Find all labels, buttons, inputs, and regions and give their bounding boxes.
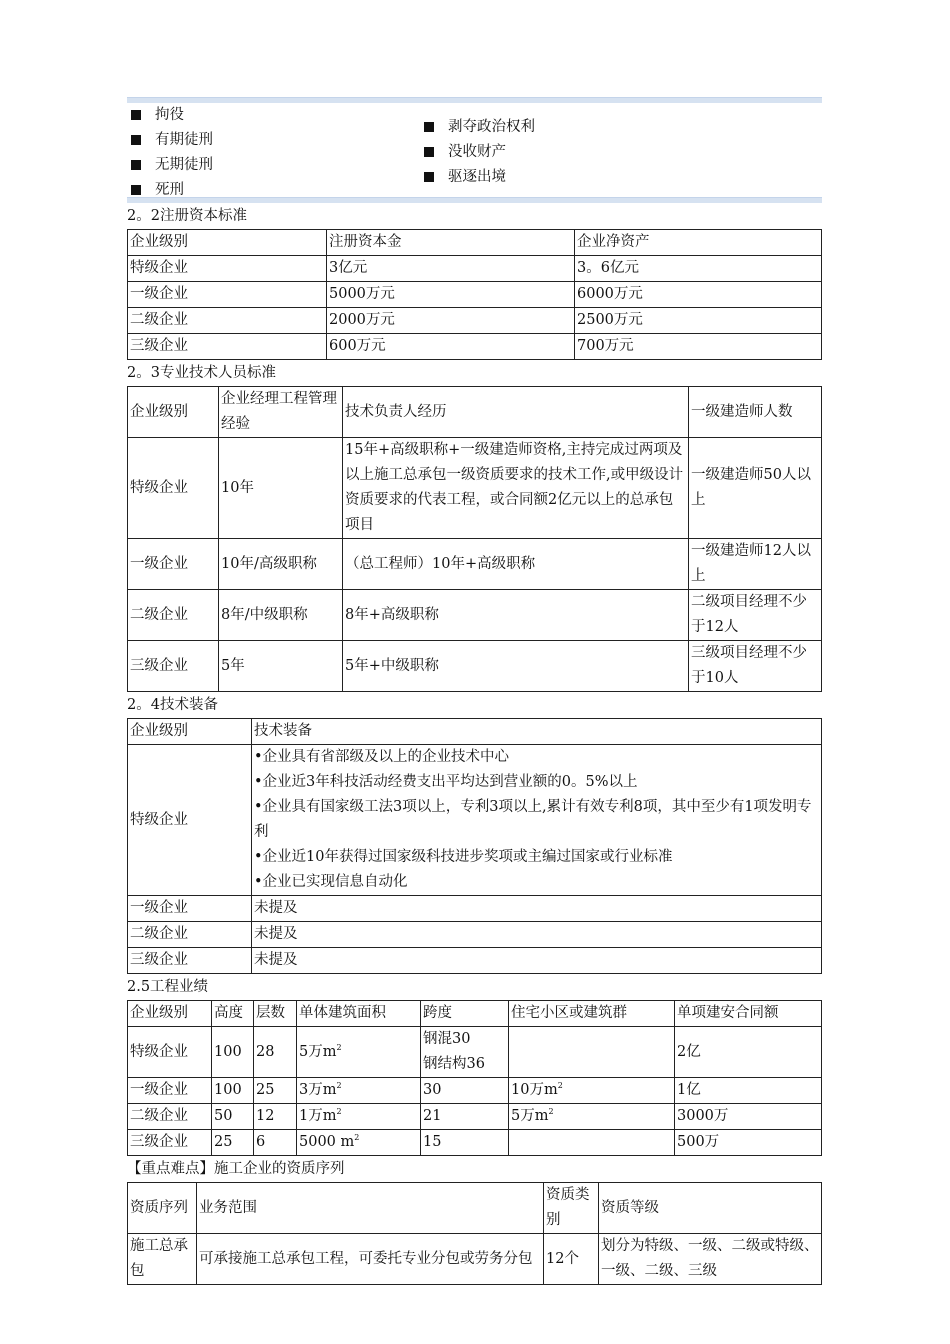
table-row (128, 539, 822, 590)
table-header-cell: 单体建筑面积 (297, 1001, 421, 1027)
table-cell: 5年 (219, 641, 343, 692)
bottom-divider (127, 197, 822, 203)
square-bullet-icon (424, 172, 434, 182)
table-cell: 2500万元 (575, 308, 822, 334)
list-item: •企业近3年科技活动经费支出平均达到营业额的0。5%以上 (254, 774, 638, 790)
table-header-cell: 技术负责人经历 (343, 387, 689, 438)
table-header-row (128, 1183, 822, 1234)
table-cell: 二级项目经理不少于12人 (689, 590, 822, 641)
table-header-cell: 企业级别 (128, 1001, 212, 1027)
table-cell: 二级企业 (128, 590, 219, 641)
table-cell: 2亿 (675, 1027, 822, 1078)
table-header-cell: 层数 (254, 1001, 297, 1027)
table-cell: 一级企业 (128, 1078, 212, 1104)
table-header-cell: 高度 (212, 1001, 254, 1027)
table-cell: 1万$m^2$ (297, 1104, 421, 1130)
table-cell: 三级企业 (128, 948, 252, 974)
penalty-list-left (127, 103, 213, 203)
table-header-cell: 企业经理工程管理经验 (219, 387, 343, 438)
table-cell: 25 (212, 1130, 254, 1156)
table-cell: 3亿元 (327, 256, 575, 282)
list-item: 没收财产 (420, 140, 535, 165)
table-cell: 未提及 (252, 896, 822, 922)
table-header-row (128, 1001, 822, 1027)
registered-capital-table (127, 229, 822, 360)
table-cell: 二级企业 (128, 1104, 212, 1130)
table-cell: 特级企业 (128, 1027, 212, 1078)
table-header-cell: 住宅小区或建筑群 (509, 1001, 675, 1027)
section-heading-2-5: 2.5工程业绩 (127, 979, 209, 995)
table-cell: 特级企业 (128, 438, 219, 539)
table-row (128, 896, 822, 922)
table-row (128, 1027, 822, 1078)
table-cell: 8年/中级职称 (219, 590, 343, 641)
table-row (128, 1104, 822, 1130)
table-cell: 10年 (219, 438, 343, 539)
list-item: •企业近10年获得过国家级科技进步奖项或主编过国家或行业标准 (254, 849, 673, 865)
table-cell: 12个 (544, 1234, 599, 1285)
table-header-cell: 一级建造师人数 (689, 387, 822, 438)
table-row (128, 334, 822, 360)
table-row (128, 1234, 822, 1285)
table-row (128, 256, 822, 282)
document-page (127, 97, 822, 1285)
section-heading-key-points: 【重点难点】施工企业的资质序列 (127, 1161, 345, 1177)
table-cell: 21 (421, 1104, 509, 1130)
table-cell: 600万元 (327, 334, 575, 360)
table-cell: 3万$m^2$ (297, 1078, 421, 1104)
list-item: •企业具有国家级工法3项以上，专利3项以上,累计有效专利8项，其中至少有1项发明专利 (254, 799, 812, 840)
table-header-cell: 企业级别 (128, 387, 219, 438)
table-row (128, 1078, 822, 1104)
table-header-cell: 企业级别 (128, 230, 327, 256)
table-header-row (128, 719, 822, 745)
table-header-cell: 单项建安合同额 (675, 1001, 822, 1027)
table-cell: 100 (212, 1078, 254, 1104)
table-cell: 15 (421, 1130, 509, 1156)
qualification-sequence-table (127, 1182, 822, 1285)
list-item: •企业已实现信息自动化 (254, 874, 408, 890)
table-cell: 5万$m^2$ (509, 1104, 675, 1130)
square-bullet-icon (131, 135, 141, 145)
table-cell: 三级企业 (128, 334, 327, 360)
table-cell: 特级企业 (128, 256, 327, 282)
table-row (128, 745, 822, 896)
table-cell: 钢混30 钢结构36 (421, 1027, 509, 1078)
table-cell: 50 (212, 1104, 254, 1130)
table-header-cell: 资质等级 (599, 1183, 822, 1234)
project-performance-table (127, 1000, 822, 1156)
table-row (128, 590, 822, 641)
table-cell: 施工总承包 (128, 1234, 197, 1285)
table-cell: 二级企业 (128, 922, 252, 948)
table-cell: 28 (254, 1027, 297, 1078)
table-cell: 700万元 (575, 334, 822, 360)
table-cell: 未提及 (252, 922, 822, 948)
table-header-cell: 企业级别 (128, 719, 252, 745)
table-cell: 6 (254, 1130, 297, 1156)
table-cell: 未提及 (252, 948, 822, 974)
table-cell (509, 1130, 675, 1156)
square-bullet-icon (131, 160, 141, 170)
table-header-row (128, 230, 822, 256)
table-cell: 一级建造师50人以上 (689, 438, 822, 539)
square-bullet-icon (424, 122, 434, 132)
list-item: 有期徒刑 (127, 128, 213, 153)
table-cell: 12 (254, 1104, 297, 1130)
square-bullet-icon (131, 185, 141, 195)
table-cell: （总工程师）10年+高级职称 (343, 539, 689, 590)
table-cell: 6000万元 (575, 282, 822, 308)
table-cell: 1亿 (675, 1078, 822, 1104)
square-bullet-icon (131, 110, 141, 120)
table-header-cell: 业务范围 (197, 1183, 544, 1234)
table-cell: 特级企业 (128, 745, 252, 896)
table-header-cell: 资质类别 (544, 1183, 599, 1234)
table-row (128, 308, 822, 334)
table-cell: 2000万元 (327, 308, 575, 334)
technical-staff-table (127, 386, 822, 692)
table-cell: 二级企业 (128, 308, 327, 334)
table-header-cell: 资质序列 (128, 1183, 197, 1234)
table-row (128, 948, 822, 974)
list-item: •企业具有省部级及以上的企业技术中心 (254, 749, 510, 765)
list-item: 死刑 (127, 178, 213, 203)
table-cell: 10年/高级职称 (219, 539, 343, 590)
table-cell: 划分为特级、一级、二级或特级、一级、二级、三级 (599, 1234, 822, 1285)
table-cell (252, 745, 822, 896)
table-header-cell: 注册资本金 (327, 230, 575, 256)
table-cell: 一级企业 (128, 539, 219, 590)
section-heading-2-3: 2。3专业技术人员标准 (127, 365, 276, 381)
square-bullet-icon (424, 147, 434, 157)
table-cell: 3。6亿元 (575, 256, 822, 282)
table-cell: 5年+中级职称 (343, 641, 689, 692)
list-item: 无期徒刑 (127, 153, 213, 178)
table-cell: 15年+高级职称+一级建造师资格,主持完成过两项及以上施工总承包一级资质要求的技术工作,或甲级设计资质要求的代表工程，或合同额2亿元以上的总承包项目 (343, 438, 689, 539)
list-item: 拘役 (127, 103, 213, 128)
list-item: 驱逐出境 (420, 165, 535, 190)
table-cell: 8年+高级职称 (343, 590, 689, 641)
table-cell: 一级企业 (128, 896, 252, 922)
technical-equipment-table (127, 718, 822, 974)
table-row (128, 282, 822, 308)
table-cell: 5000 $m^2$ (297, 1130, 421, 1156)
table-row (128, 438, 822, 539)
table-cell (509, 1027, 675, 1078)
table-cell: 5000万元 (327, 282, 575, 308)
table-cell: 3000万 (675, 1104, 822, 1130)
table-cell: 三级项目经理不少于10人 (689, 641, 822, 692)
table-cell: 一级建造师12人以上 (689, 539, 822, 590)
table-cell: 30 (421, 1078, 509, 1104)
penalty-list (127, 103, 822, 197)
table-header-cell: 跨度 (421, 1001, 509, 1027)
section-heading-2-2: 2。2注册资本标准 (127, 208, 247, 224)
table-row (128, 641, 822, 692)
table-row (128, 922, 822, 948)
table-cell: 10万$m^2$ (509, 1078, 675, 1104)
table-header-cell: 技术装备 (252, 719, 822, 745)
section-heading-2-4: 2。4技术装备 (127, 697, 218, 713)
table-cell: 可承接施工总承包工程，可委托专业分包或劳务分包 (197, 1234, 544, 1285)
list-item: 剥夺政治权利 (420, 115, 535, 140)
penalty-list-right (420, 115, 535, 190)
table-header-row (128, 387, 822, 438)
table-row (128, 1130, 822, 1156)
table-header-cell: 企业净资产 (575, 230, 822, 256)
table-cell: 500万 (675, 1130, 822, 1156)
table-cell: 100 (212, 1027, 254, 1078)
table-cell: 三级企业 (128, 1130, 212, 1156)
table-cell: 5万$m^2$ (297, 1027, 421, 1078)
table-cell: 25 (254, 1078, 297, 1104)
table-cell: 一级企业 (128, 282, 327, 308)
table-cell: 三级企业 (128, 641, 219, 692)
